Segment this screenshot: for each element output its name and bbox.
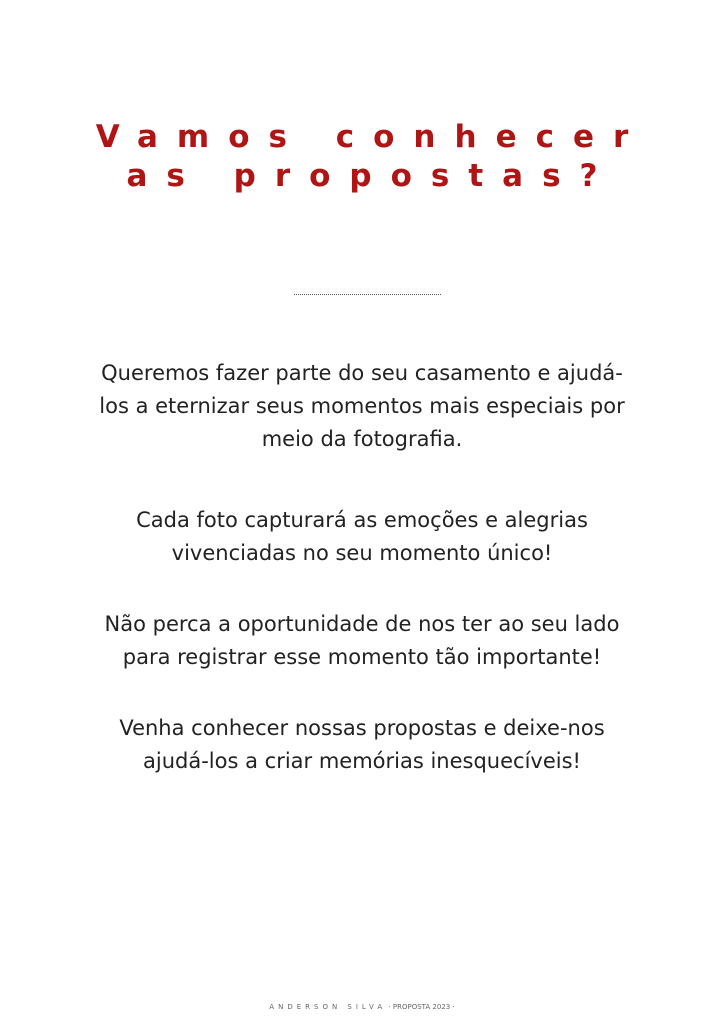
page-title [0,118,724,196]
title-line-2: as propostas? [126,158,617,194]
paragraph-line: meio da fotografia. [261,427,463,451]
footer-label: PROPOSTA 2023 [392,1003,451,1011]
paragraph-line: para registrar esse momento tão importante! [122,645,602,669]
paragraph-line: Não perca a oportunidade de nos ter ao seu lado [104,612,620,636]
paragraph-line: los a eternizar seus momentos mais especiais por [99,394,625,418]
footer-name: ANDERSON SILVA [269,1003,387,1011]
paragraph-intro [60,357,664,456]
footer-separator: · [452,1003,455,1011]
paragraph-line: Venha conhecer nossas propostas e deixe-nos [119,716,605,740]
paragraph-line: vivenciadas no seu momento único! [171,541,553,565]
footer-separator: · [388,1003,391,1011]
title-line-1: Vamos conhecer [95,119,648,155]
paragraph-line: ajudá-los a criar memórias inesquecíveis! [143,749,581,773]
paragraph-photos [60,504,664,570]
page-footer [0,1003,724,1011]
paragraph-opportunity [60,608,664,674]
dotted-divider [294,294,441,295]
paragraph-invitation [60,712,664,778]
paragraph-line: Queremos fazer parte do seu casamento e ajudá- [101,361,623,385]
paragraph-line: Cada foto capturará as emoções e alegrias [136,508,588,532]
